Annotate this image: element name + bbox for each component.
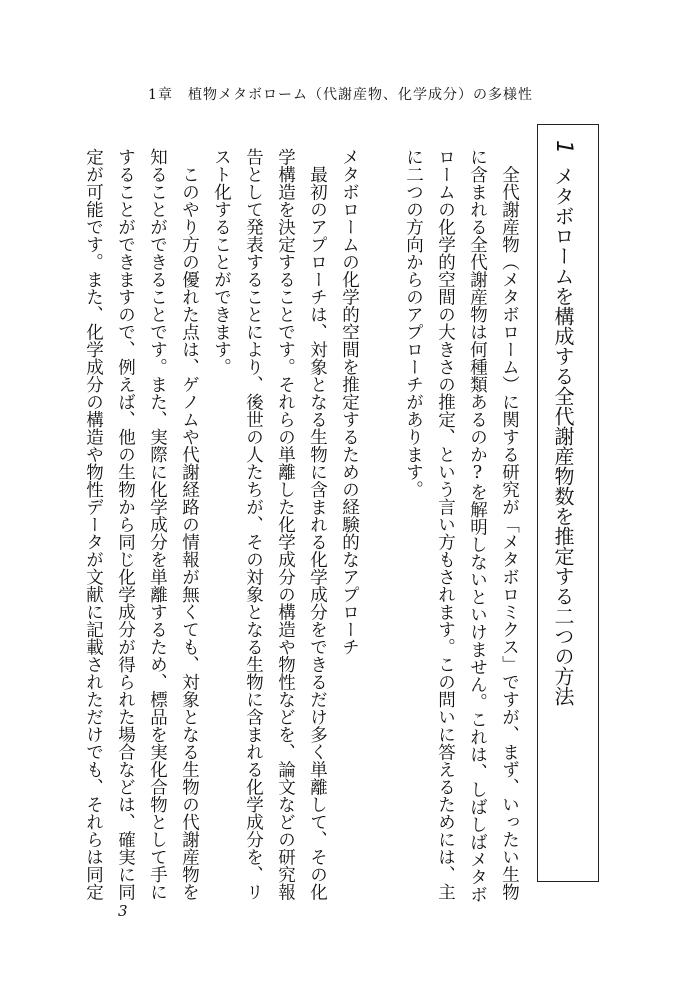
subsection-heading: メタボロームの化学的空間を推定するための経験的なアプローチ [339, 148, 360, 656]
text-column: に含まれる全代謝産物は何種類あるのか?を解明しないといけません。これは、しばしばメタボ [467, 148, 488, 903]
running-head: 1章 植物メタボローム（代謝産物、化学成分）の多様性 [148, 87, 533, 103]
section-number: 1 [551, 140, 576, 154]
section-title: メタボロームを構成する全代謝産物数を推定する二つの方法 [551, 166, 575, 706]
text-column: このやり方の優れた点は、ゲノムや代謝経路の情報が無くても、対象となる生物の代謝産物を [179, 148, 200, 901]
text-column: することができますので、例えば、他の生物から同じ化学成分が得られた場合などは、確実に同 [115, 148, 136, 901]
text-column: 知ることができることです。また、実際に化学成分を単離するため、標品を実化合物として手に [147, 148, 168, 901]
text-column: ロームの化学的空間の大きさの推定、という言い方もされます。この問いに答えるためには、主 [435, 148, 456, 901]
page-number: 3 [118, 902, 128, 920]
text-column: に二つの方向からのアプローチがあります。 [403, 148, 424, 498]
text-column: スト化することができます。 [211, 148, 232, 376]
text-column: 告として発表することにより、後世の人たちが、その対象となる生物に含まれる化学成分を、リ [243, 148, 264, 901]
text-column: 全代謝産物（メタボローム）に関する研究が「メタボロミクス」ですが、まず、いったい生物 [499, 148, 520, 901]
text-column: 学構造を決定することです。それらの単離した化学成分の構造や物性などを、論文などの研究報 [275, 148, 296, 901]
text-column: 定が可能です。また、化学成分の構造や物性データが文献に記載されただけでも、それらは同定 [83, 148, 104, 901]
section-heading [552, 140, 574, 706]
text-column: 最初のアプローチは、対象となる生物に含まれる化学成分をできるだけ多く単離して、その化 [307, 148, 328, 901]
